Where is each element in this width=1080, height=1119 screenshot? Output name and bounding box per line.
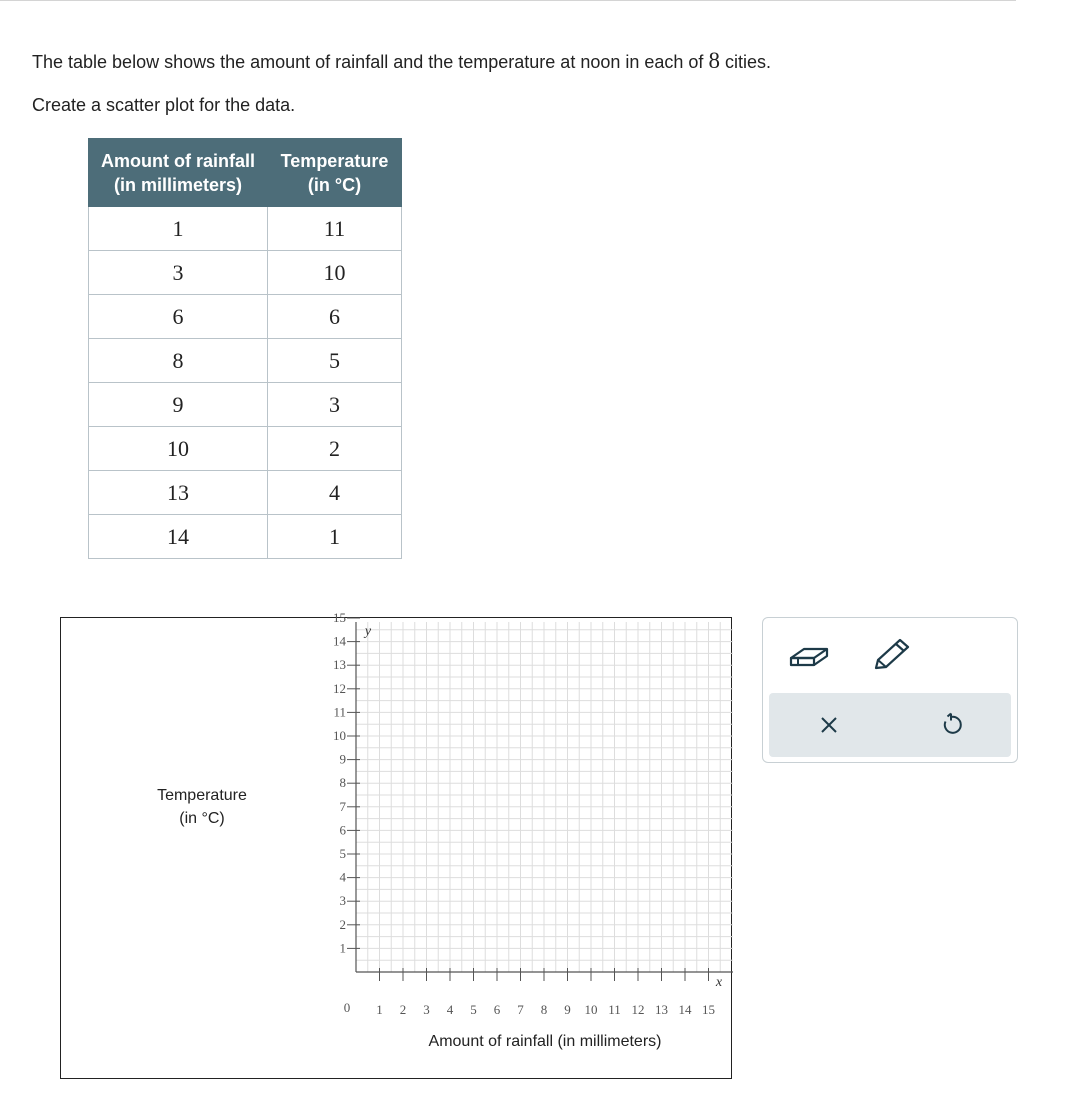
- y-tick-label: 13: [333, 657, 346, 673]
- column-header-line: Temperature: [280, 150, 389, 171]
- x-tick-label: 14: [678, 1002, 692, 1017]
- graph-container: [60, 610, 732, 1079]
- x-tick-label: 3: [423, 1002, 430, 1017]
- y-variable-label: y: [364, 624, 372, 639]
- table-header-row: [89, 139, 402, 207]
- column-header-rainfall: [89, 139, 268, 207]
- temperature-cell: 6: [268, 295, 402, 339]
- column-header-line: (in °C): [307, 174, 362, 195]
- temperature-cell: 5: [268, 339, 402, 383]
- rainfall-cell: 10: [89, 427, 268, 471]
- top-divider: [0, 0, 1016, 1]
- x-tick-label: 12: [631, 1002, 645, 1017]
- table-row: [89, 339, 402, 383]
- x-variable-label: x: [715, 975, 723, 990]
- question-prompt: [32, 48, 771, 74]
- eraser-icon: [786, 639, 832, 673]
- clear-button[interactable]: [805, 705, 853, 745]
- undo-icon: [939, 713, 963, 737]
- drawing-toolbox: [762, 617, 1018, 763]
- instruction-text: Create a scatter plot for the data.: [32, 95, 296, 115]
- x-tick-label: 13: [655, 1002, 668, 1017]
- x-tick-label: 2: [399, 1002, 407, 1017]
- x-tick-label: 6: [493, 1002, 501, 1017]
- rainfall-cell: 13: [89, 471, 268, 515]
- prompt-text-before: The table below shows the amount of rainfall and the temperature at noon in each of: [32, 52, 709, 72]
- table-row: [89, 251, 402, 295]
- x-tick-label: 1: [376, 1002, 383, 1017]
- rainfall-cell: 3: [89, 251, 268, 295]
- y-tick-label: 9: [339, 751, 346, 767]
- y-tick-label: 14: [333, 633, 346, 649]
- y-tick-label: 10: [333, 728, 346, 743]
- table-row: [89, 383, 402, 427]
- y-tick-label: 4: [339, 869, 346, 885]
- eraser-button[interactable]: [785, 636, 833, 676]
- scatter-plot-canvas[interactable]: [61, 610, 733, 1080]
- rainfall-cell: 6: [89, 295, 268, 339]
- column-header-line: Amount of rainfall: [101, 150, 255, 171]
- column-header-temperature: [268, 139, 402, 207]
- x-tick-label: 10: [584, 1002, 598, 1017]
- y-tick-label: 11: [333, 704, 346, 720]
- pencil-button[interactable]: [867, 636, 915, 676]
- table-row: [89, 295, 402, 339]
- y-axis-label-line: Temperature: [157, 787, 247, 804]
- y-tick-label: 5: [339, 846, 346, 861]
- pencil-icon: [868, 636, 914, 676]
- rainfall-cell: 9: [89, 383, 268, 427]
- table-row: [89, 207, 402, 251]
- temperature-cell: 2: [268, 427, 402, 471]
- y-axis-label-line: (in °C): [179, 810, 225, 827]
- x-tick-label: 11: [608, 1002, 621, 1017]
- rainfall-cell: 14: [89, 515, 268, 559]
- y-axis-label: [142, 784, 262, 830]
- rainfall-cell: 1: [89, 207, 268, 251]
- y-tick-label: 1: [339, 940, 346, 956]
- origin-label: 0: [343, 1000, 351, 1015]
- x-tick-label: 8: [540, 1002, 548, 1017]
- rainfall-cell: 8: [89, 339, 268, 383]
- y-tick-label: 2: [339, 916, 346, 932]
- y-tick-label: 7: [339, 798, 346, 814]
- y-tick-label: 8: [339, 775, 346, 791]
- undo-button[interactable]: [927, 705, 975, 745]
- y-tick-label: 3: [339, 893, 346, 909]
- data-table: [88, 138, 402, 559]
- column-header-line: (in millimeters): [113, 174, 243, 195]
- action-bar: [769, 693, 1011, 757]
- temperature-cell: 1: [268, 515, 402, 559]
- y-tick-label: 15: [333, 610, 346, 625]
- temperature-cell: 11: [268, 207, 402, 251]
- x-tick-label: 5: [470, 1002, 477, 1017]
- temperature-cell: 10: [268, 251, 402, 295]
- temperature-cell: 3: [268, 383, 402, 427]
- x-tick-label: 4: [446, 1002, 454, 1017]
- table-row: [89, 515, 402, 559]
- y-tick-label: 6: [339, 822, 346, 838]
- x-tick-label: 7: [517, 1002, 524, 1017]
- city-count: 8: [708, 48, 720, 73]
- table-row: [89, 427, 402, 471]
- x-tick-label: 15: [702, 1002, 715, 1017]
- y-tick-label: 12: [333, 680, 346, 696]
- x-axis-label: Amount of rainfall (in millimeters): [428, 1033, 662, 1050]
- close-icon: [818, 714, 840, 736]
- x-tick-label: 9: [564, 1002, 571, 1017]
- temperature-cell: 4: [268, 471, 402, 515]
- prompt-text-after: cities.: [719, 52, 771, 72]
- table-row: [89, 471, 402, 515]
